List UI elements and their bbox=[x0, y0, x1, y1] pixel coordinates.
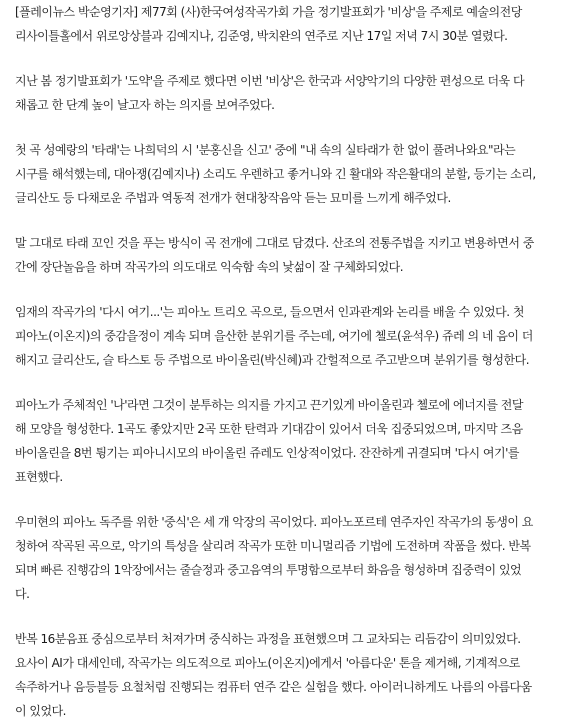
paragraph-line: 채롭고 한 단계 높이 날고자 하는 의지를 보여주었다. bbox=[15, 98, 275, 112]
article-paragraph bbox=[15, 69, 563, 117]
article-paragraph bbox=[15, 510, 563, 606]
article-paragraph bbox=[15, 393, 563, 489]
paragraph-line: 속주하거나 음등블등 요철처럼 진행되는 컴퓨터 연주 같은 실험을 했다. 아이러니하게도 나름의 아름다움 bbox=[15, 680, 532, 694]
paragraph-line: 반복 16분음표 중심으로부터 처져가며 중식하는 과정을 표현했으며 그 교차되는 리듬감이 의미있었다. bbox=[15, 632, 521, 646]
article-body bbox=[15, 0, 563, 723]
paragraph-gap bbox=[15, 606, 563, 627]
paragraph-line: 표현했다. bbox=[15, 470, 63, 484]
paragraph-line: 말 그대로 타래 꼬인 것을 푸는 방식이 곡 전개에 그대로 담겼다. 산조의 전통주법을 지키고 변용하면서 중 bbox=[15, 236, 534, 250]
paragraph-line: [플레이뉴스 박순영기자] 제77회 (사)한국여성작곡가회 가을 정기발표회가 '비상'을 주제로 예술의전당 bbox=[15, 5, 522, 19]
article-paragraph bbox=[15, 231, 563, 279]
paragraph-line: 다. bbox=[15, 587, 30, 601]
paragraph-line: 시구를 해석했는데, 대아쟁(김예지나) 소리도 우렌하고 좋거니와 긴 활대와 작은활대의 분할, 등기는 소리, bbox=[15, 167, 536, 181]
paragraph-line: 우미현의 피아노 독주를 위한 '중식'은 세 개 악장의 곡이었다. 피아노포르테 연주자인 작곡가의 동생이 요 bbox=[15, 515, 533, 529]
paragraph-line: 이 있었다. bbox=[15, 704, 66, 718]
article-paragraph bbox=[15, 300, 563, 372]
article-paragraph bbox=[15, 627, 563, 723]
paragraph-line: 바이올린을 8번 튕기는 피아니시모의 바이올린 쥬레도 인상적이었다. 잔잔하게 귀결되며 '다시 여기'를 bbox=[15, 446, 519, 460]
paragraph-line: 해지고 글리산도, 슬 타스토 등 주법으로 바이올린(박신혜)과 간헐적으로 주고받으며 분위기를 형성한다. bbox=[15, 353, 530, 367]
paragraph-line: 임재의 작곡가의 '다시 여기...'는 피아노 트리오 곡으로, 들으면서 인과관계와 논리를 배울 수 있었다. 첫 bbox=[15, 305, 524, 319]
paragraph-line: 요사이 AI가 대세인데, 작곡가는 의도적으로 피아노(이온지)에게서 '아름다운' 톤을 제거해, 기계적으로 bbox=[15, 656, 520, 670]
article-paragraph bbox=[15, 0, 563, 48]
paragraph-gap bbox=[15, 210, 563, 231]
paragraph-line: 글리산도 등 다채로운 주법과 역동적 전개가 현대창작음악 듣는 묘미를 느끼게 해주었다. bbox=[15, 191, 451, 205]
paragraph-line: 피아노(이온지)의 중감을정이 계속 되며 을산한 분위기를 주는데, 여기에 첼로(윤석우) 쥬레 의 네 음이 더 bbox=[15, 329, 533, 343]
paragraph-gap bbox=[15, 279, 563, 300]
paragraph-line: 리사이틀홀에서 위로앙상블과 김예지나, 김준영, 박치완의 연주로 지난 17일 저녁 7시 30분 열렸다. bbox=[15, 29, 508, 43]
paragraph-line: 피아노가 주체적인 '나'라면 그것이 분투하는 의지를 가지고 끈기있게 바이올린과 첼로에 에너지를 전달 bbox=[15, 398, 523, 412]
article-paragraph bbox=[15, 138, 563, 210]
paragraph-gap bbox=[15, 117, 563, 138]
paragraph-line: 해 모양을 형성한다. 1곡도 좋았지만 2곡 또한 탄력과 기대감이 있어서 더욱 집중되었으며, 마지막 즈음 bbox=[15, 422, 523, 436]
paragraph-gap bbox=[15, 48, 563, 69]
paragraph-line: 지난 봄 정기발표회가 '도약'을 주제로 했다면 이번 '비상'은 한국과 서양악기의 다양한 편성으로 더욱 다 bbox=[15, 74, 525, 88]
paragraph-gap bbox=[15, 489, 563, 510]
paragraph-line: 청하여 작곡된 곡으로, 악기의 특성을 살리려 작곡가 또한 미니멀리즘 기법에 도전하며 작품을 썼다. 반복 bbox=[15, 539, 531, 553]
paragraph-line: 간에 장단놀음을 하며 작곡가의 의도대로 익숙함 속의 낯섦이 잘 구체화되었다. bbox=[15, 260, 404, 274]
paragraph-line: 되며 빠른 진행감의 1악장에서는 줄슬정과 중고음역의 투명함으로부터 화음을 형성하며 집중력이 있었 bbox=[15, 563, 522, 577]
paragraph-line: 첫 곡 성예랑의 '타래'는 나희덕의 시 '분홍신을 신고' 중에 "내 속의 실타래가 한 없이 풀려나와요"라는 bbox=[15, 143, 516, 157]
paragraph-gap bbox=[15, 372, 563, 393]
